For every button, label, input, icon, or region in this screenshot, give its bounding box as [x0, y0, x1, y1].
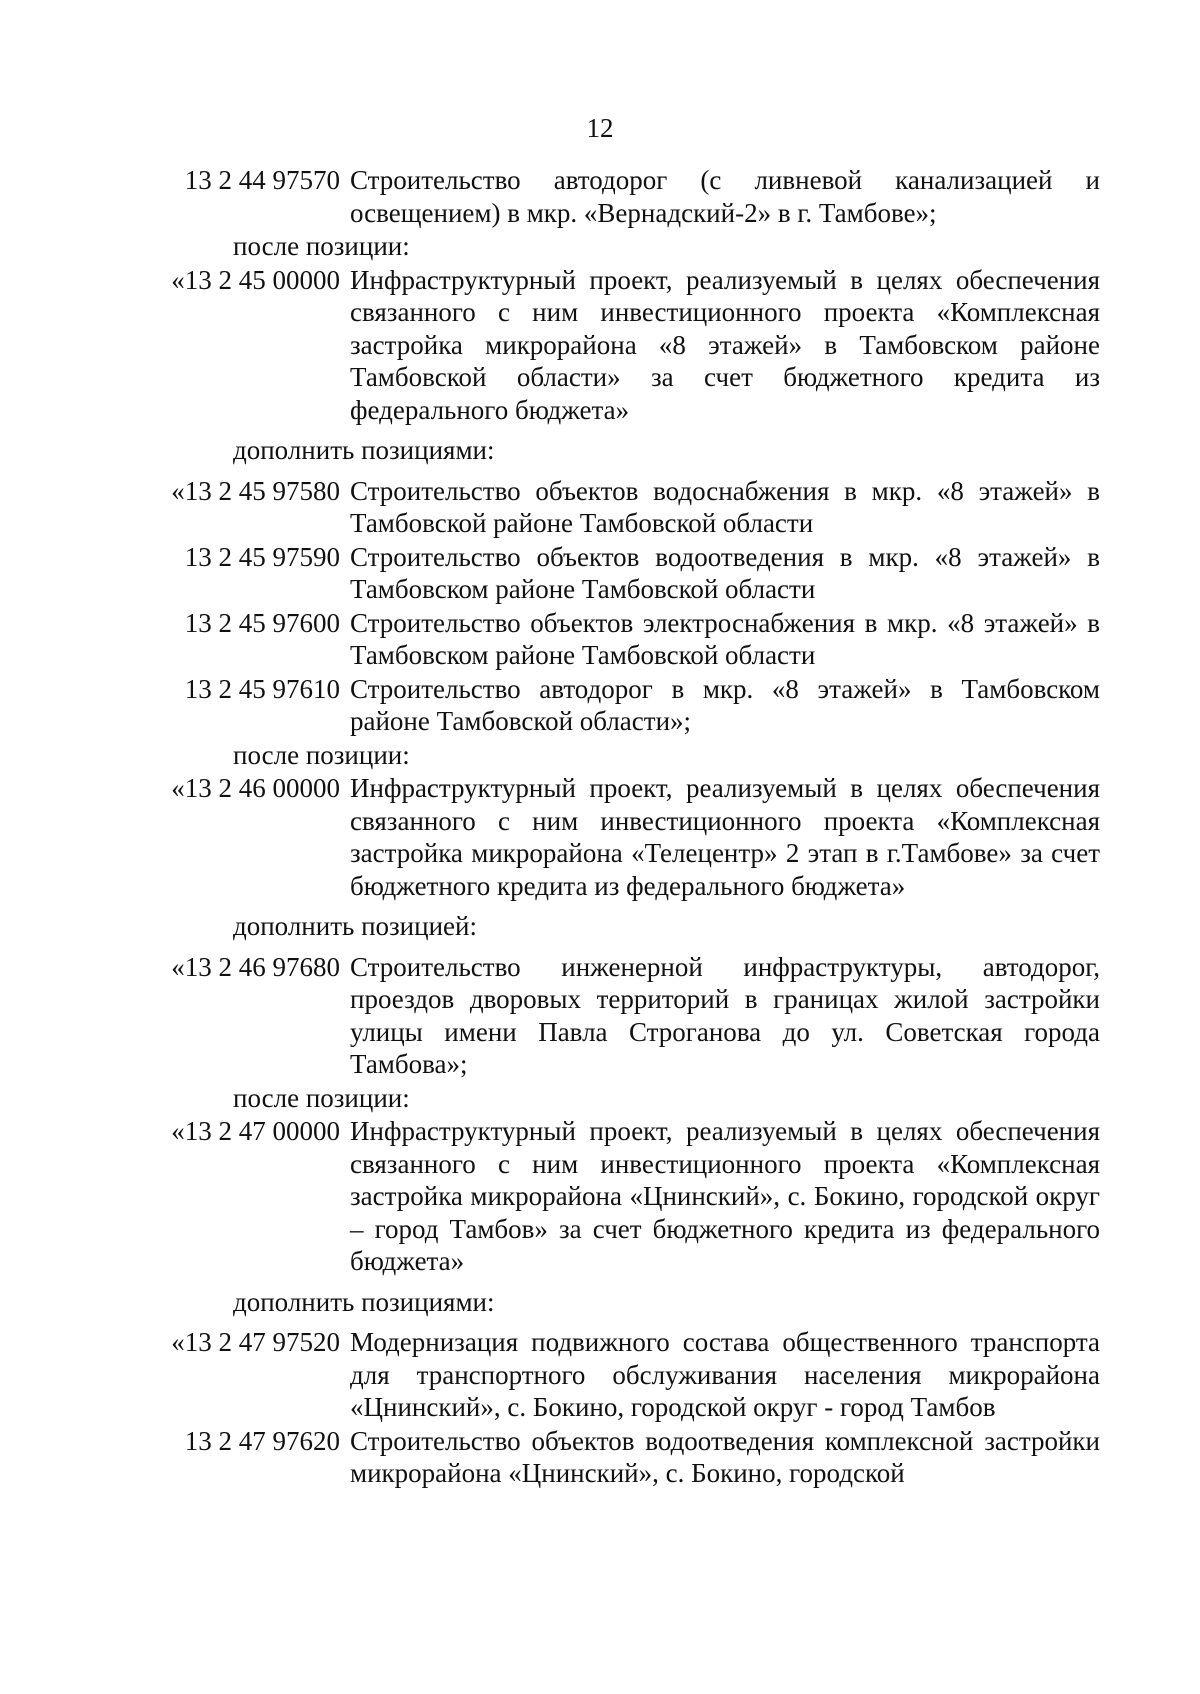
- position-code: «13 2 46 00000: [171, 773, 340, 803]
- position-text: Строительство объектов водоотведения комплексной застройки микрорайона «Цнинский», с. Бокино, городской: [350, 1425, 1100, 1488]
- instruction-line: дополнить позицией:: [233, 911, 477, 941]
- position-text: Инфраструктурный проект, реализуемый в целях обеспечения связанного с ним инвестиционного проекта «Комплексная застройка микрорайона «8 этажей» в Тамбовском районе Тамбовской области» за счет бюджетного кредита из федерального бюджета»: [350, 264, 1100, 425]
- position-code: 13 2 45 97600: [184, 607, 340, 638]
- position-entry: [160, 607, 1100, 672]
- position-entry: [160, 1115, 1100, 1278]
- position-text: Инфраструктурный проект, реализуемый в целях обеспечения связанного с ним инвестиционного проекта «Комплексная застройка микрорайона «Цнинский», с. Бокино, городской округ – город Тамбов» за счет бюджетного кредита из федерального бюджета»: [350, 1116, 1100, 1276]
- position-code: «13 2 45 00000: [171, 264, 340, 295]
- position-entry: [160, 541, 1100, 606]
- instruction-line: после позиции:: [233, 231, 410, 261]
- position-code: 13 2 45 97610: [184, 673, 340, 704]
- position-text: Строительство автодорог в мкр. «8 этажей» в Тамбовском районе Тамбовской области»;: [350, 673, 1100, 736]
- instruction-line: дополнить позициями:: [233, 1286, 495, 1317]
- position-code: 13 2 44 97570: [184, 165, 340, 195]
- instruction-line: дополнить позициями:: [233, 435, 495, 465]
- position-text: Инфраструктурный проект, реализуемый в целях обеспечения связанного с ним инвестиционного проекта «Комплексная застройка микрорайона «Телецентр» 2 этап в г.Тамбове» за счет бюджетного кредита из федерального бюджета»: [350, 773, 1100, 901]
- position-code: 13 2 47 97620: [184, 1425, 340, 1456]
- position-text: Строительство объектов электроснабжения в мкр. «8 этажей» в Тамбовском районе Тамбовской области: [350, 607, 1100, 670]
- instruction-line: после позиции:: [233, 1082, 410, 1113]
- page-number: 12: [586, 113, 614, 143]
- position-entry: [160, 772, 1100, 902]
- position-code: «13 2 46 97680: [171, 951, 340, 982]
- position-text: Строительство автодорог (с ливневой канализацией и освещением) в мкр. «Вернадский-2» в г. Тамбове»;: [350, 165, 1100, 228]
- position-entry: [160, 1326, 1100, 1424]
- position-code: «13 2 47 97520: [171, 1327, 340, 1357]
- document-body: [160, 164, 1100, 1491]
- position-entry: [160, 673, 1100, 738]
- position-entry: [160, 475, 1100, 540]
- position-text: Модернизация подвижного состава общественного транспорта для транспортного обслуживания населения микрорайона «Цнинский», с. Бокино, городской округ - город Тамбов: [350, 1327, 1100, 1422]
- position-code: «13 2 45 97580: [171, 475, 340, 506]
- instruction-line: после позиции:: [233, 739, 410, 770]
- position-entry: [160, 951, 1100, 1081]
- position-text: Строительство объектов водоснабжения в мкр. «8 этажей» в Тамбовской районе Тамбовской области: [350, 475, 1100, 538]
- position-code: «13 2 47 00000: [171, 1116, 340, 1146]
- position-entry: [160, 164, 1100, 229]
- position-text: Строительство инженерной инфраструктуры, автодорог, проездов дворовых территорий в границах жилой застройки улицы имени Павла Строганова до ул. Советская города Тамбова»;: [350, 951, 1100, 1079]
- position-text: Строительство объектов водоотведения в мкр. «8 этажей» в Тамбовском районе Тамбовской области: [350, 541, 1100, 604]
- position-entry: [160, 1425, 1100, 1490]
- position-code: 13 2 45 97590: [184, 541, 340, 572]
- position-entry: [160, 264, 1100, 427]
